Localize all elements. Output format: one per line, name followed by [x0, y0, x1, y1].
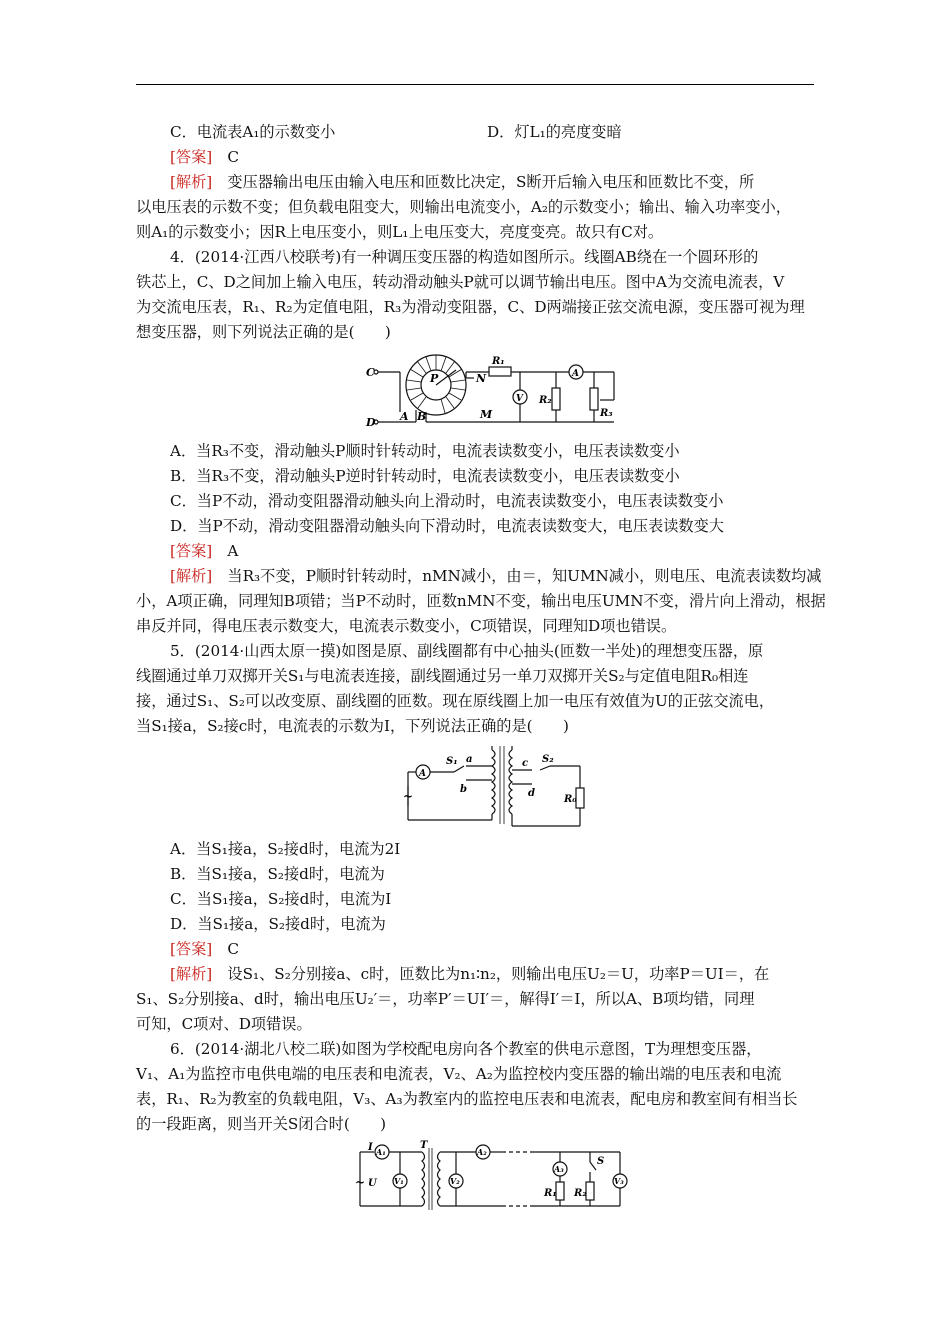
label-ammeter: A	[572, 369, 579, 379]
q4-option: A．当R₃不变，滑动触头P顺时针转动时，电流表读数变小，电压表读数变小	[170, 442, 680, 460]
primary-coil	[422, 1152, 425, 1206]
q4-analysis-line: 小，A项正确，同理知B项错；当P不动时，匝数nMN不变，输出电压UMN不变，滑片向上滑动，根据	[136, 592, 826, 610]
q3-option-c: C．电流表A₁的示数变小	[170, 123, 336, 141]
resistor-r3	[590, 388, 598, 410]
analysis-text: 变压器输出电压由输入电压和匝数比决定，S断开后输入电压和匝数比不变，所	[227, 173, 755, 191]
q5-option: A．当S₁接a，S₂接d时，电流为2I	[170, 840, 401, 858]
q5-analysis-line	[170, 964, 769, 984]
analysis-text: 设S₁、S₂分别接a、c时，匝数比为n₁∶n₂，则输出电压U₂＝U，功率P＝UI＝，在	[227, 965, 770, 983]
analysis-tag: [解析]	[170, 173, 213, 191]
q4-answer	[170, 541, 238, 561]
label-d: d	[528, 788, 535, 799]
switch-s	[590, 1162, 596, 1170]
primary-coil	[492, 750, 495, 814]
q4-option: D．当P不动，滑动变阻器滑动触头向下滑动时，电流表读数变大，电压表读数变大	[170, 517, 724, 535]
q6-stem-line: 表，R₁、R₂为教室的负载电阻，V₃、A₃为教室内的监控电压表和电流表，配电房和教室间有相当长	[136, 1090, 798, 1108]
q5-stem-line: 当S₁接a，S₂接c时，电流表的示数为I，下列说法正确的是( )	[136, 717, 569, 735]
q6-stem-line: V₁、A₁为监控市电供电端的电压表和电流表，V₂、A₂为监控校内变压器的输出端的电压表和电流	[136, 1065, 782, 1083]
slider-p	[436, 370, 456, 385]
answer-tag: [答案]	[170, 940, 213, 958]
resistor-r2	[552, 388, 560, 410]
label-a1: A₁	[376, 1147, 386, 1157]
q5-analysis-line: 可知，C项对、D项错误。	[136, 1015, 312, 1033]
q5-stem-line: 接，通过S₁、S₂可以改变原、副线圈的匝数。现在原线圈上加一电压有效值为U的正弦交流电，	[136, 692, 775, 710]
label-r3: R₃	[600, 408, 613, 419]
q5-analysis-line: S₁、S₂分别接a、d时，输出电压U₂′＝，功率P′＝UI′＝，解得I′＝I，所以A、B项均错，同理	[136, 990, 755, 1008]
q3-analysis-line: 则A₁的示数变小；因R上电压变小，则L₁上电压变大，亮度变亮。故只有C对。	[136, 223, 664, 241]
label-s1: S₁	[446, 756, 458, 767]
label-a2: A₂	[477, 1147, 487, 1157]
q4-analysis-line: 串反并同，得电压表示数变大，电流表示数变小，C项错误，同理知D项也错误。	[136, 617, 677, 635]
label-i: I	[368, 1142, 373, 1153]
label-p: P	[430, 372, 439, 385]
label-m: M	[480, 408, 493, 421]
label-c: c	[522, 758, 529, 769]
header-rule	[136, 84, 814, 85]
q6-circuit-figure	[352, 1140, 632, 1212]
label-v: V	[516, 394, 523, 404]
analysis-tag: [解析]	[170, 567, 213, 585]
label-v2: V₂	[450, 1176, 460, 1186]
label-b: b	[460, 784, 467, 795]
q4-stem-line: 为交流电压表，R₁、R₂为定值电阻，R₃为滑动变阻器，C、D两端接正弦交流电源，变压器可视为理	[136, 298, 805, 316]
q4-analysis-line	[170, 566, 821, 586]
answer-value: C	[227, 148, 240, 166]
q3-analysis-line: 以电压表的示数不变；但负载电阻变大，则输出电流变小，A₂的示数变小；输出、输入功率变小，	[136, 198, 791, 216]
q5-option: D．当S₁接a，S₂接d时，电流为	[170, 915, 386, 933]
q5-stem-line: 线圈通过单刀双掷开关S₁与电流表连接，副线圈通过另一单刀双掷开关S₂与定值电阻R₀相连	[136, 667, 749, 685]
q5-option: B．当S₁接a，S₂接d时，电流为	[170, 865, 385, 883]
answer-value: C	[227, 940, 240, 958]
label-v3: V₃	[614, 1176, 624, 1186]
analysis-text: 当R₃不变，P顺时针转动时，nMN减小，由＝，知UMN减小，则电压、电流表读数均减	[227, 567, 822, 585]
q4-stem-line: 4．(2014·江西八校联考)有一种调压变压器的构造如图所示。线圈AB绕在一个圆环形的	[170, 248, 759, 266]
label-a: A	[400, 410, 409, 423]
resistor-r2	[586, 1182, 594, 1200]
answer-tag: [答案]	[170, 542, 213, 560]
label-r1: R₁	[492, 356, 505, 367]
label-s2: S₂	[542, 754, 554, 765]
label-r1: R₁	[544, 1188, 557, 1199]
q6-stem-line: 的一段距离，则当开关S闭合时( )	[136, 1115, 387, 1133]
label-b: B	[417, 410, 427, 423]
switch-s2	[540, 766, 550, 770]
label-a3: A₃	[554, 1164, 564, 1174]
label-c: C	[366, 366, 375, 379]
answer-tag: [答案]	[170, 148, 213, 166]
q4-option: C．当P不动，滑动变阻器滑动触头向上滑动时，电流表读数变小，电压表读数变小	[170, 492, 724, 510]
q3-option-d: D．灯L₁的亮度变暗	[487, 123, 622, 141]
label-t: T	[420, 1140, 428, 1151]
label-r2: R₂	[539, 395, 552, 406]
resistor-r0	[576, 788, 584, 808]
q4-circuit-figure	[364, 350, 626, 432]
label-ammeter: A	[419, 769, 426, 779]
answer-value: A	[227, 542, 239, 560]
label-v1: V₁	[394, 1176, 404, 1186]
ac-source-icon: ~	[355, 1175, 366, 1189]
resistor-r1	[489, 367, 511, 376]
q4-stem-line: 想变压器，则下列说法正确的是( )	[136, 323, 391, 341]
label-r0: R₀	[564, 794, 577, 805]
label-s: S	[597, 1156, 605, 1167]
q5-answer	[170, 939, 239, 959]
q6-stem-line: 6．(2014·湖北八校二联)如图为学校配电房向各个教室的供电示意图，T为理想变压器，	[170, 1040, 762, 1058]
label-n: N	[476, 372, 487, 385]
label-a: a	[466, 754, 473, 765]
q5-option: C．当S₁接a，S₂接d时，电流为I	[170, 890, 392, 908]
secondary-coil	[509, 750, 512, 814]
q5-stem-line: 5．(2014·山西太原一摸)如图是原、副线圈都有中心抽头(匝数一半处)的理想变压器，原	[170, 642, 764, 660]
q4-option: B．当R₃不变，滑动触头P逆时针转动时，电流表读数变小，电压表读数变小	[170, 467, 680, 485]
q5-circuit-figure	[402, 740, 586, 830]
label-d: D	[366, 416, 376, 429]
resistor-r1	[556, 1182, 564, 1200]
label-r2: R₂	[574, 1188, 587, 1199]
q3-answer	[170, 147, 239, 167]
q4-stem-line: 铁芯上，C、D之间加上输入电压，转动滑动触头P就可以调节输出电压。图中A为交流电流表，V	[136, 273, 785, 291]
secondary-coil	[438, 1152, 441, 1206]
ac-source-icon: ~	[403, 789, 414, 803]
q3-analysis-line	[170, 172, 754, 192]
label-u: U	[368, 1178, 377, 1189]
analysis-tag: [解析]	[170, 965, 213, 983]
